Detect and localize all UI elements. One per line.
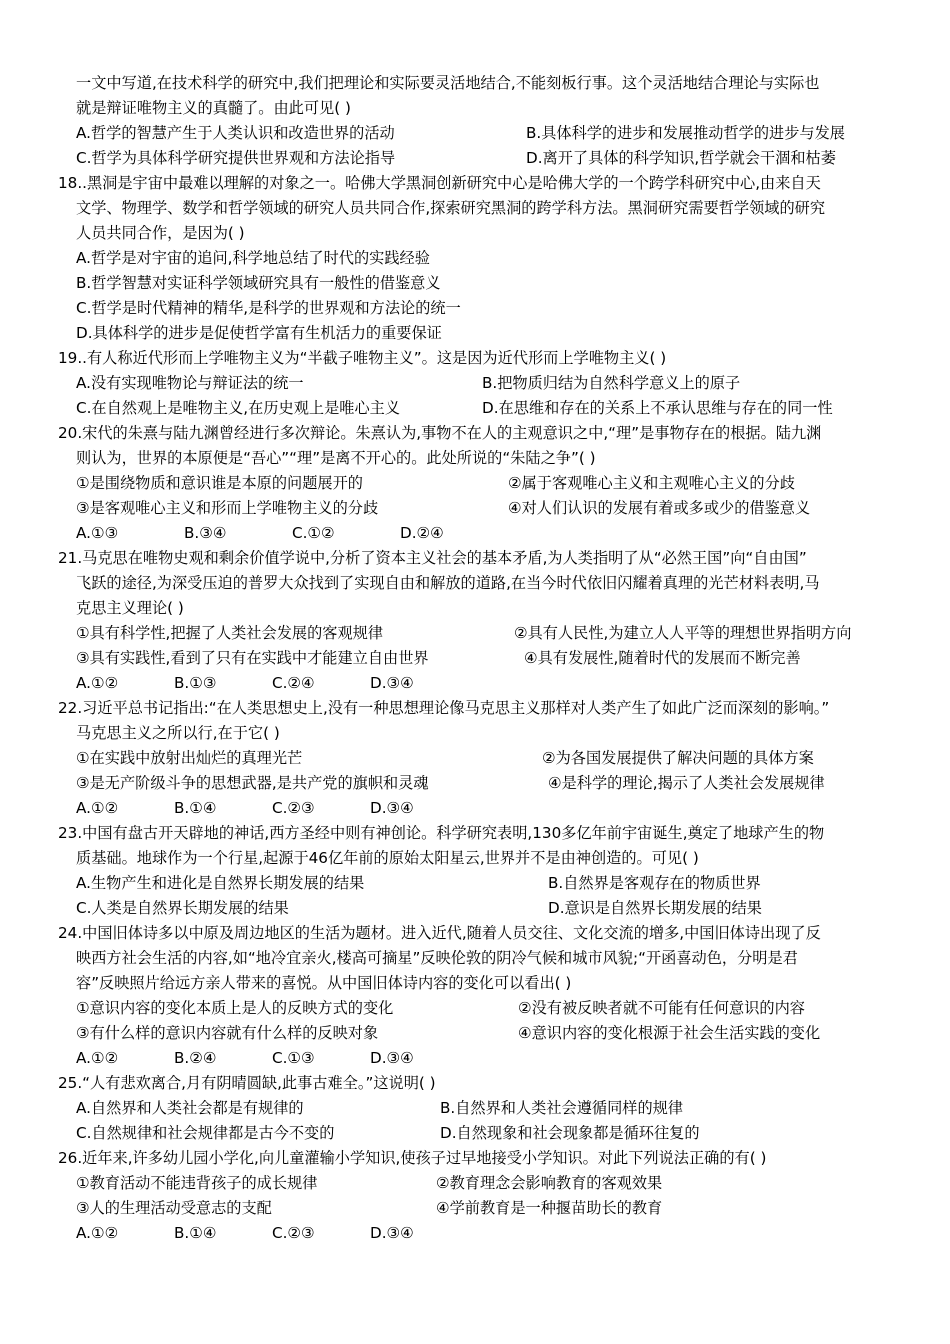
option-a[interactable]: A.生物产生和进化是自然界长期发展的结果 [76, 874, 365, 892]
option-row [76, 671, 910, 696]
statement-2: ②属于客观唯心主义和主观唯心主义的分歧 [508, 474, 795, 492]
statement-row [76, 496, 910, 521]
statement-2: ②具有人民性,为建立人人平等的理想世界指明方向 [514, 624, 852, 642]
statement-3: ③具有实践性,看到了只有在实践中才能建立自由世界 [76, 649, 429, 667]
question-23-text: 质基础。地球作为一个行星,起源于46亿年前的原始太阳星云,世界并不是由神创造的。可见( ) [76, 849, 699, 867]
option-d[interactable]: D.③④ [370, 799, 414, 817]
option-c[interactable]: C.在自然观上是唯物主义,在历史观上是唯心主义 [76, 399, 401, 417]
option-b[interactable]: B.③④ [184, 524, 227, 542]
option-c[interactable]: C.自然规律和社会规律都是古今不变的 [76, 1124, 335, 1142]
question-18-text: 文学、物理学、数学和哲学领域的研究人员共同合作,探索研究黑洞的跨学科方法。黑洞研究需要哲学领域的研究 [76, 199, 826, 217]
statement-row [76, 1171, 910, 1196]
statement-1: ①意识内容的变化本质上是人的反映方式的变化 [76, 999, 394, 1017]
option-d[interactable]: D.离开了具体的科学知识,哲学就会干涸和枯萎 [526, 149, 836, 167]
statement-4: ④意识内容的变化根源于社会生活实践的变化 [518, 1024, 821, 1042]
option-a[interactable]: A.①② [76, 1049, 119, 1067]
option-b[interactable]: B.②④ [174, 1049, 217, 1067]
question-21-text: 飞跃的途径,为深受压迫的普罗大众找到了实现自由和解放的道路,在当今时代依旧闪耀着真理的光芒材料表明,马 [76, 574, 820, 592]
intro-line: 就是辩证唯物主义的真髓了。由此可见( ) [76, 99, 351, 117]
option-row [76, 371, 910, 396]
option-c[interactable]: C.①② [292, 524, 335, 542]
statement-row [76, 996, 910, 1021]
statement-2: ②为各国发展提供了解决问题的具体方案 [542, 749, 814, 767]
statement-4: ④是科学的理论,揭示了人类社会发展规律 [548, 774, 825, 792]
option-d[interactable]: D.具体科学的进步是促使哲学富有生机活力的重要保证 [76, 324, 442, 342]
option-d[interactable]: D.意识是自然界长期发展的结果 [548, 899, 762, 917]
intro-line: 一文中写道,在技术科学的研究中,我们把理论和实际要灵活地结合,不能刻板行事。这个灵活地结合理论与实际也 [76, 74, 820, 92]
statement-row [76, 746, 910, 771]
question-25-text: 25.“人有悲欢离合,月有阴晴圆缺,此事古难全。”这说明( ) [58, 1074, 436, 1092]
question-18-text: 人员共同合作，是因为( ) [76, 224, 245, 242]
option-a[interactable]: A.没有实现唯物论与辩证法的统一 [76, 374, 304, 392]
statement-1: ①教育活动不能违背孩子的成长规律 [76, 1174, 318, 1192]
option-c[interactable]: C.①③ [272, 1049, 315, 1067]
statement-row [76, 621, 910, 646]
option-a[interactable]: A.哲学是对宇宙的追问,科学地总结了时代的实践经验 [76, 249, 430, 267]
option-c[interactable]: C.人类是自然界长期发展的结果 [76, 899, 289, 917]
question-21-text: 21.马克思在唯物史观和剩余价值学说中,分析了资本主义社会的基本矛盾,为人类指明了从“必然王国”向“自由国” [58, 549, 807, 567]
option-d[interactable]: D.③④ [370, 1224, 414, 1242]
statement-1: ①是围绕物质和意识谁是本原的问题展开的 [76, 474, 363, 492]
statement-2: ②教育理念会影响教育的客观效果 [436, 1174, 663, 1192]
statement-row [76, 646, 910, 671]
statement-row [76, 471, 910, 496]
option-row [76, 1046, 910, 1071]
option-d[interactable]: D.在思维和存在的关系上不承认思维与存在的同一性 [482, 399, 833, 417]
statement-4: ④具有发展性,随着时代的发展而不断完善 [524, 649, 801, 667]
statement-3: ③是无产阶级斗争的思想武器,是共产党的旗帜和灵魂 [76, 774, 429, 792]
statement-4: ④学前教育是一种揠苗助长的教育 [436, 1199, 663, 1217]
option-d[interactable]: D.自然现象和社会现象都是循环往复的 [440, 1124, 700, 1142]
option-b[interactable]: B.具体科学的进步和发展推动哲学的进步与发展 [526, 124, 845, 142]
question-20-text: 则认为，世界的本原便是“吾心”“理”是离不开心的。此处所说的“朱陆之争”( ) [76, 449, 596, 467]
statement-1: ①在实践中放射出灿烂的真理光芒 [76, 749, 303, 767]
option-row [76, 146, 910, 171]
option-a[interactable]: A.①③ [76, 524, 119, 542]
option-d[interactable]: D.③④ [370, 1049, 414, 1067]
question-20-text: 20.宋代的朱熹与陆九渊曾经进行多次辩论。朱熹认为,事物不在人的主观意识之中,“理”是事物存在的根据。陆九渊 [58, 424, 822, 442]
option-b[interactable]: B.哲学智慧对实证科学领域研究具有一般性的借鉴意义 [76, 274, 441, 292]
statement-1: ①具有科学性,把握了人类社会发展的客观规律 [76, 624, 384, 642]
option-a[interactable]: A.哲学的智慧产生于人类认识和改造世界的活动 [76, 124, 395, 142]
option-row [76, 1096, 910, 1121]
question-22-text: 马克思主义之所以行,在于它( ) [76, 724, 280, 742]
option-d[interactable]: D.②④ [400, 524, 444, 542]
option-d[interactable]: D.③④ [370, 674, 414, 692]
option-c[interactable]: C.②③ [272, 1224, 315, 1242]
statement-4: ④对人们认识的发展有着或多或少的借鉴意义 [508, 499, 811, 517]
option-row [76, 796, 910, 821]
statement-row [76, 1021, 910, 1046]
question-23-text: 23.中国有盘古开天辟地的神话,西方圣经中则有神创论。科学研究表明,130多亿年前宇宙诞生,奠定了地球产生的物 [58, 824, 825, 842]
option-row [76, 521, 910, 546]
question-18-text: 18..黑洞是宇宙中最难以理解的对象之一。哈佛大学黑洞创新研究中心是哈佛大学的一个跨学科研究中心,由来自天 [58, 174, 821, 192]
question-24-text: 容”反映照片给远方亲人带来的喜悦。从中国旧体诗内容的变化可以看出( ) [76, 974, 572, 992]
option-row [76, 396, 910, 421]
option-b[interactable]: B.自然界是客观存在的物质世界 [548, 874, 761, 892]
option-b[interactable]: B.①③ [174, 674, 217, 692]
option-b[interactable]: B.①④ [174, 799, 217, 817]
option-b[interactable]: B.①④ [174, 1224, 217, 1242]
statement-row [76, 1196, 910, 1221]
option-row [76, 121, 910, 146]
option-c[interactable]: C.哲学为具体科学研究提供世界观和方法论指导 [76, 149, 396, 167]
option-a[interactable]: A.①② [76, 674, 119, 692]
statement-row [76, 771, 910, 796]
question-19-text: 19..有人称近代形而上学唯物主义为“半截子唯物主义”。这是因为近代形而上学唯物主义( ) [58, 349, 667, 367]
question-21-text: 克思主义理论( ) [76, 599, 184, 617]
option-c[interactable]: C.②④ [272, 674, 315, 692]
option-b[interactable]: B.自然界和人类社会遵循同样的规律 [440, 1099, 684, 1117]
option-c[interactable]: C.哲学是时代精神的精华,是科学的世界观和方法论的统一 [76, 299, 461, 317]
option-c[interactable]: C.②③ [272, 799, 315, 817]
statement-2: ②没有被反映者就不可能有任何意识的内容 [518, 999, 805, 1017]
option-row [76, 896, 910, 921]
question-24-text: 映西方社会生活的内容,如“地冷宜亲火,楼高可摘星”反映伦敦的阴冷气候和城市风貌;“开函喜动色，分明是君 [76, 949, 798, 967]
question-24-text: 24.中国旧体诗多以中原及周边地区的生活为题材。进入近代,随着人员交往、文化交流的增多,中国旧体诗出现了反 [58, 924, 821, 942]
option-row [76, 1121, 910, 1146]
option-b[interactable]: B.把物质归结为自然科学意义上的原子 [482, 374, 741, 392]
statement-3: ③人的生理活动受意志的支配 [76, 1199, 272, 1217]
option-row [76, 1221, 910, 1246]
question-22-text: 22.习近平总书记指出:“在人类思想史上,没有一种思想理论像马克思主义那样对人类产生了如此广泛而深刻的影响。” [58, 699, 830, 717]
option-a[interactable]: A.①② [76, 1224, 119, 1242]
option-row [76, 871, 910, 896]
statement-3: ③是客观唯心主义和形而上学唯物主义的分歧 [76, 499, 379, 517]
question-26-text: 26.近年来,许多幼儿园小学化,向儿童灌输小学知识,使孩子过早地接受小学知识。对此下列说法正确的有( ) [58, 1149, 767, 1167]
statement-3: ③有什么样的意识内容就有什么样的反映对象 [76, 1024, 379, 1042]
option-a[interactable]: A.自然界和人类社会都是有规律的 [76, 1099, 304, 1117]
option-a[interactable]: A.①② [76, 799, 119, 817]
